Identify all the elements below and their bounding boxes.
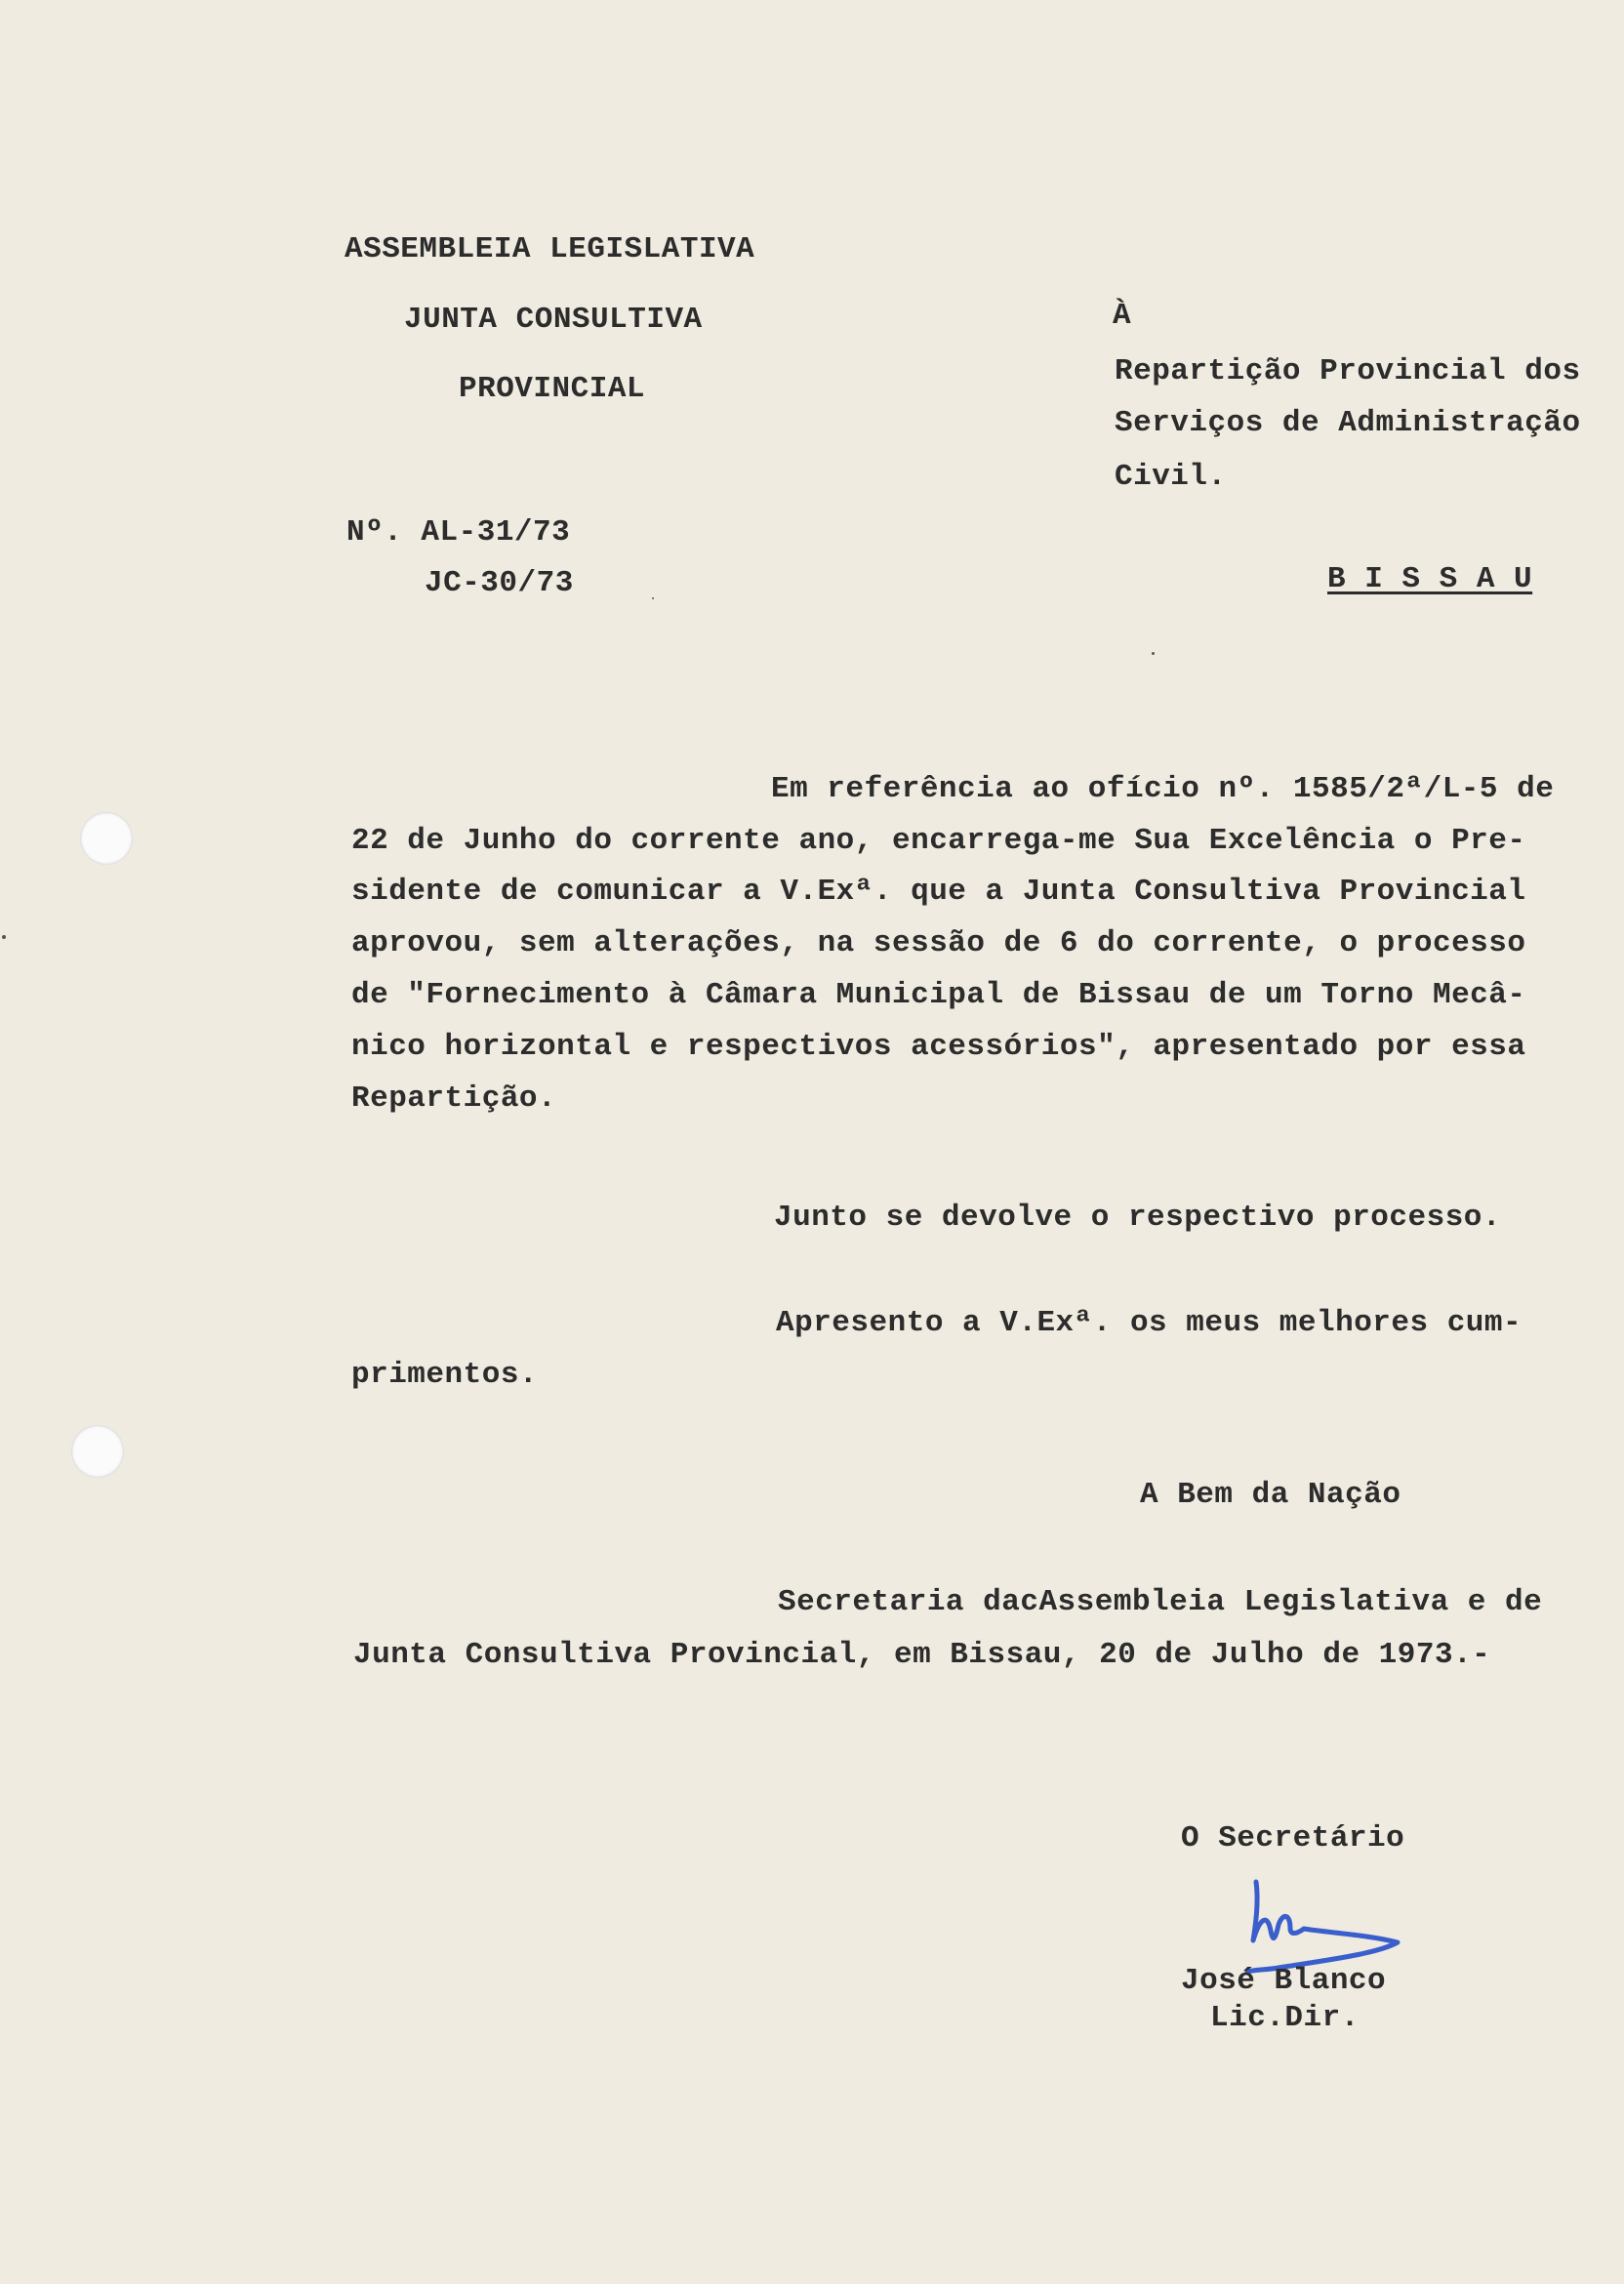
closing-salutation: A Bem da Nação [1140, 1478, 1401, 1512]
punch-hole-bottom [71, 1425, 124, 1478]
recipient-line-3: Civil. [1115, 460, 1227, 494]
reference-jc: JC-30/73 [425, 566, 574, 600]
body-p1-line-1: Em referência ao ofício nº. 1585/2ª/L-5 de [771, 772, 1555, 806]
body-p3-line-2: primentos. [351, 1358, 539, 1392]
signature-credential: Lic.Dir. [1210, 2001, 1360, 2035]
header-assembleia: ASSEMBLEIA LEGISLATIVA [345, 232, 755, 266]
body-p1-line-3: sidente de comunicar a V.Exª. que a Junta Consultiva Provincial [351, 875, 1526, 909]
ink-speck [2, 935, 6, 939]
body-p3-line-1: Apresento a V.Exª. os meus melhores cum- [776, 1306, 1522, 1340]
ink-speck [652, 597, 654, 599]
body-p1-line-5: de "Fornecimento à Câmara Municipal de Bissau de um Torno Mecâ- [351, 978, 1526, 1012]
recipient-prefix: À [1113, 299, 1132, 333]
recipient-line-2: Serviços de Administração [1115, 406, 1581, 440]
body-p1-line-7: Repartição. [351, 1081, 557, 1116]
body-p1-line-4: aprovou, sem alterações, na sessão de 6 do corrente, o processo [351, 926, 1526, 960]
punch-hole-top [80, 812, 133, 865]
closing-place-line-2: Junta Consultiva Provincial, em Bissau, 20 de Julho de 1973.- [353, 1638, 1491, 1672]
reference-number: Nº. AL-31/73 [346, 515, 571, 550]
ink-speck [1152, 652, 1155, 655]
body-p1-line-2: 22 de Junho do corrente ano, encarrega-me Sua Excelência o Pre- [351, 824, 1526, 858]
signature-title: O Secretário [1181, 1821, 1405, 1856]
body-p2: Junto se devolve o respectivo processo. [774, 1201, 1502, 1235]
signature-name: José Blanco [1181, 1964, 1387, 1998]
recipient-line-1: Repartição Provincial dos [1115, 354, 1581, 388]
body-p1-line-6: nico horizontal e respectivos acessórios", apresentado por essa [351, 1030, 1526, 1064]
header-provincial: PROVINCIAL [459, 372, 646, 406]
closing-place-line-1: Secretaria dacAssembleia Legislativa e de [778, 1585, 1543, 1619]
recipient-city: B I S S A U [1327, 562, 1533, 596]
header-junta: JUNTA CONSULTIVA [404, 303, 703, 337]
